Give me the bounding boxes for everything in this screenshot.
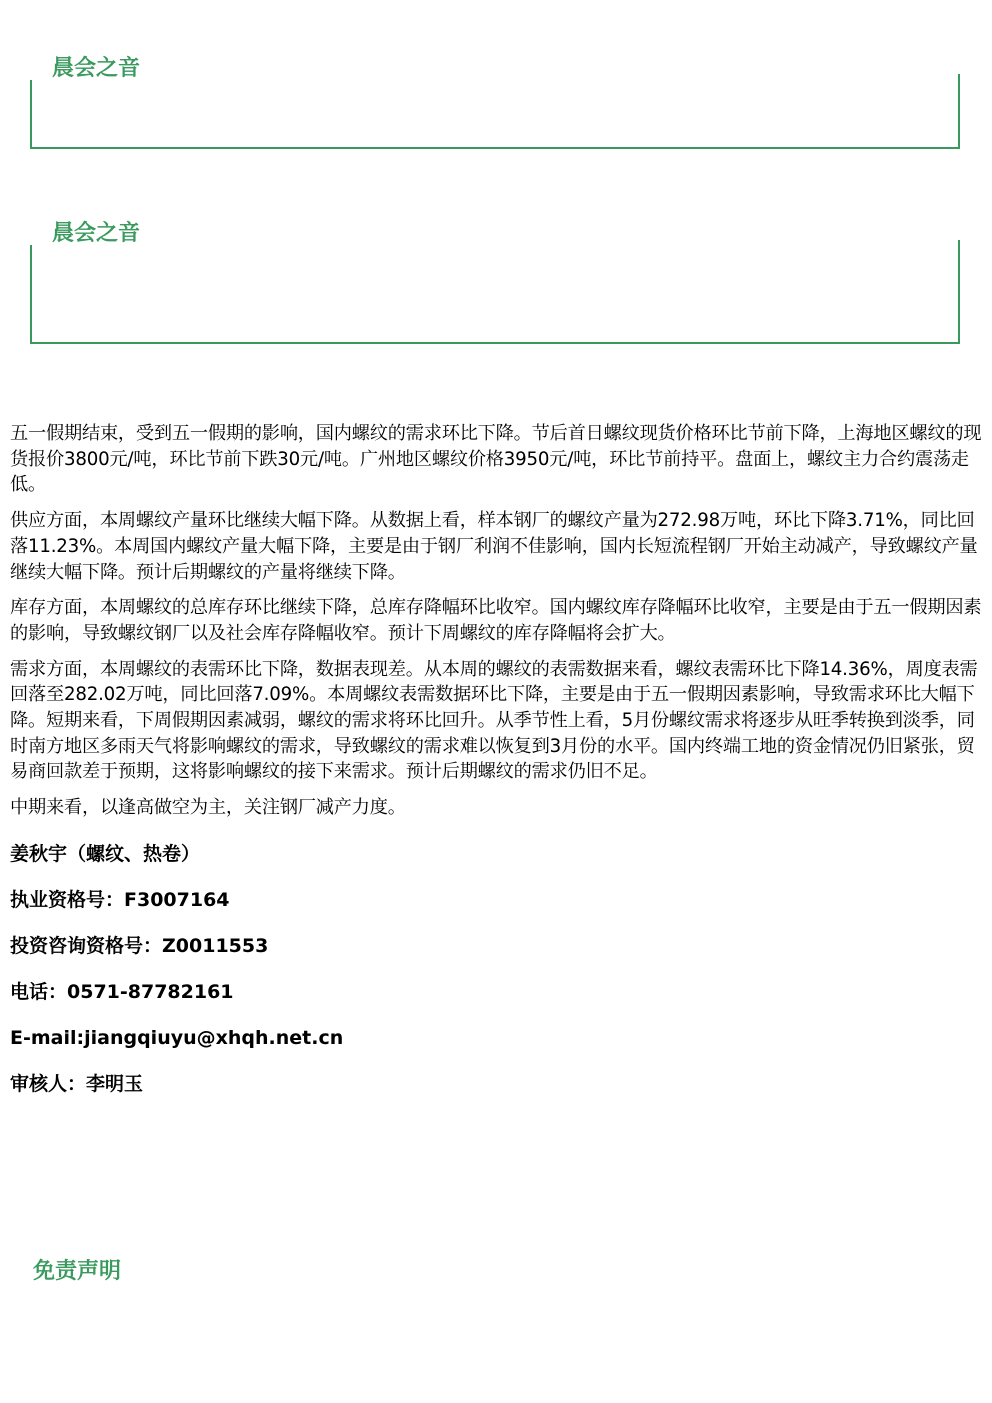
section-title-morning-meeting-1: 晨会之音 [30,58,146,80]
morning-meeting-box-2 [30,240,960,344]
report-body [10,421,982,1107]
disclaimer-title: 免责声明 [33,1259,122,1284]
reviewer: 审核人：李明玉 [10,1072,144,1095]
analyst-license: 执业资格号：F3007164 [10,888,230,911]
paragraph-supply: 供应方面，本周螺纹产量环比继续大幅下降。从数据上看，样本钢厂的螺纹产量为272.98万吨，环比下降3.71%，同比回落11.23%。本周国内螺纹产量大幅下降，主要是由于钢厂利润不佳影响，国内长短流程钢厂开始主动减产，导致螺纹产量继续大幅下降。预计后期螺纹的产量将继续下降。 [10,510,978,583]
paragraph-outlook: 中期来看，以逢高做空为主，关注钢厂减产力度。 [10,797,406,819]
analyst-email: E-mail:jiangqiuyu@xhqh.net.cn [10,1026,344,1049]
paragraph-inventory: 库存方面，本周螺纹的总库存环比继续下降，总库存降幅环比收窄。国内螺纹库存降幅环比收窄，主要是由于五一假期因素的影响，导致螺纹钢厂以及社会库存降幅收窄。预计下周螺纹的库存降幅将会扩大。 [10,597,982,644]
analyst-consult-license: 投资咨询资格号：Z0011553 [10,934,269,957]
section-title-morning-meeting-2: 晨会之音 [30,223,146,245]
paragraph-demand: 需求方面，本周螺纹的表需环比下降，数据表现差。从本周的螺纹的表需数据来看，螺纹表需环比下降14.36%，周度表需回落至282.02万吨，同比回落7.09%。本周螺纹表需数据环比下降，主要是由于五一假期因素影响，导致需求环比大幅下降。短期来看，下周假期因素减弱，螺纹的需求将环比回升。从季节性上看，5月份螺纹需求将逐步从旺季转换到淡季，同时南方地区多雨天气将影响螺纹的需求，导致螺纹的需求难以恢复到3月份的水平。国内终端工地的资金情况仍旧紧张，贸易商回款差于预期，这将影响螺纹的接下来需求。预计后期螺纹的需求仍旧不足。 [10,658,978,783]
morning-meeting-box-1 [30,74,960,149]
analyst-phone: 电话：0571-87782161 [10,980,234,1003]
paragraph-market-overview: 五一假期结束，受到五一假期的影响，国内螺纹的需求环比下降。节后首日螺纹现货价格环比节前下降，上海地区螺纹的现货报价3800元/吨，环比节前下跌30元/吨。广州地区螺纹价格3950元/吨，环比节前持平。盘面上，螺纹主力合约震荡走低。 [10,423,982,496]
analyst-name: 姜秋宇（螺纹、热卷） [10,842,201,865]
